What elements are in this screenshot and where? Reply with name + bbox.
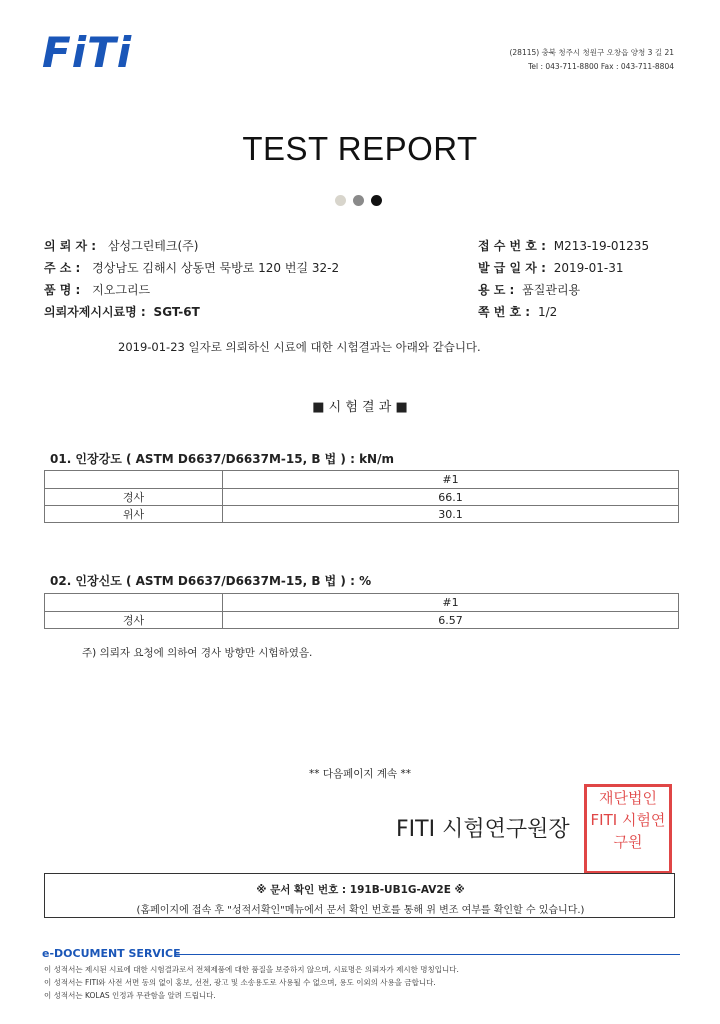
fiti-logo: FiTi — [42, 28, 133, 77]
client-label: 의 뢰 자 : — [44, 239, 97, 253]
dot-gray-icon — [353, 195, 364, 206]
use-row — [478, 281, 580, 298]
verification-box — [44, 873, 675, 918]
client-row — [44, 237, 198, 254]
row-value: 30.1 — [223, 506, 679, 523]
receipt-label: 접 수 번 호 : — [478, 239, 546, 253]
decorative-dots — [335, 191, 389, 210]
row-value: 6.57 — [223, 612, 679, 629]
address-value: 경상남도 김해시 상동면 묵방로 120 번길 32-2 — [92, 261, 340, 275]
footer-line: 이 성적서는 제시된 시료에 대한 시험결과로서 전체제품에 대한 품질을 보증하지 않으며, 시료명은 의뢰자가 제시한 명칭입니다. — [44, 965, 459, 974]
client-value: 삼성그린테크(주) — [107, 239, 199, 253]
row-label: 경사 — [45, 489, 223, 506]
dot-light-icon — [335, 195, 346, 206]
row-label: 위사 — [45, 506, 223, 523]
footer-line: 이 성적서는 FITI와 사전 서면 동의 없이 홍보, 선전, 광고 및 소송용도로 사용될 수 없으며, 용도 이외의 사용을 금합니다. — [44, 978, 436, 987]
product-label: 품 명 : — [44, 283, 81, 297]
test2-title: 02. 인장신도 ( ASTM D6637/D6637M-15, B 법 ) : % — [50, 574, 372, 588]
issue-value: 2019-01-31 — [553, 261, 624, 275]
test1-table — [44, 470, 679, 523]
verification-instructions: (홈페이지에 접속 후 "성적서확인"메뉴에서 문서 확인 번호를 통해 위 변조 여부를 확인할 수 있습니다.) — [136, 905, 585, 916]
footer-divider — [176, 954, 680, 955]
signature-line: FITI 시험연구원장 — [396, 817, 570, 842]
continued-text: ** 다음페이지 계속 ** — [308, 768, 411, 780]
test1-title: 01. 인장강도 ( ASTM D6637/D6637M-15, B 법 ) : kN/m — [50, 452, 394, 466]
edocument-title: e-DOCUMENT SERVICE — [42, 947, 181, 960]
dot-black-icon — [371, 195, 382, 206]
table-row — [45, 612, 679, 629]
page-value: 1/2 — [537, 305, 558, 319]
sample-value: SGT-6T — [153, 305, 200, 319]
sample-label: 의뢰자제시시료명 : — [44, 305, 146, 319]
table-header-row — [45, 471, 679, 489]
official-seal: 재단법인 FITI 시험연구원 — [584, 784, 672, 874]
page-title: TEST REPORT — [242, 130, 478, 167]
table-header-row — [45, 594, 679, 612]
page-row — [478, 303, 557, 320]
use-label: 용 도 : — [478, 283, 515, 297]
header-address: (28115) 충북 청주시 청원구 오창읍 양청 3 길 21 — [509, 48, 674, 57]
section-title: ■ 시 험 결 과 ■ — [312, 400, 408, 415]
page-label: 쪽 번 호 : — [478, 305, 531, 319]
footer-line: 이 성적서는 KOLAS 인정과 무관함을 알려 드립니다. — [44, 991, 216, 1000]
verification-code: ※ 문서 확인 번호 : 191B-UB1G-AV2E ※ — [256, 884, 465, 896]
receipt-row — [478, 237, 649, 254]
table-row — [45, 489, 679, 506]
address-label: 주 소 : — [44, 261, 81, 275]
table-corner-cell — [45, 594, 223, 612]
receipt-value: M213-19-01235 — [553, 239, 650, 253]
table-corner-cell — [45, 471, 223, 489]
product-row — [44, 281, 150, 298]
header-contact: Tel : 043-711-8800 Fax : 043-711-8804 — [528, 62, 674, 71]
table-header-cell: #1 — [223, 471, 679, 489]
table-header-cell: #1 — [223, 594, 679, 612]
use-value: 품질관리용 — [522, 283, 581, 297]
row-label: 경사 — [45, 612, 223, 629]
address-row — [44, 259, 339, 276]
intro-sentence: 2019-01-23 일자로 의뢰하신 시료에 대한 시험결과는 아래와 같습니다. — [118, 340, 481, 354]
issue-label: 발 급 일 자 : — [478, 261, 546, 275]
sample-row — [44, 303, 200, 320]
table-row — [45, 506, 679, 523]
row-value: 66.1 — [223, 489, 679, 506]
test2-table — [44, 593, 679, 629]
test-note: 주) 의뢰자 요청에 의하여 경사 방향만 시험하였음. — [82, 647, 313, 659]
issue-row — [478, 259, 623, 276]
product-value: 지오그리드 — [92, 283, 151, 297]
